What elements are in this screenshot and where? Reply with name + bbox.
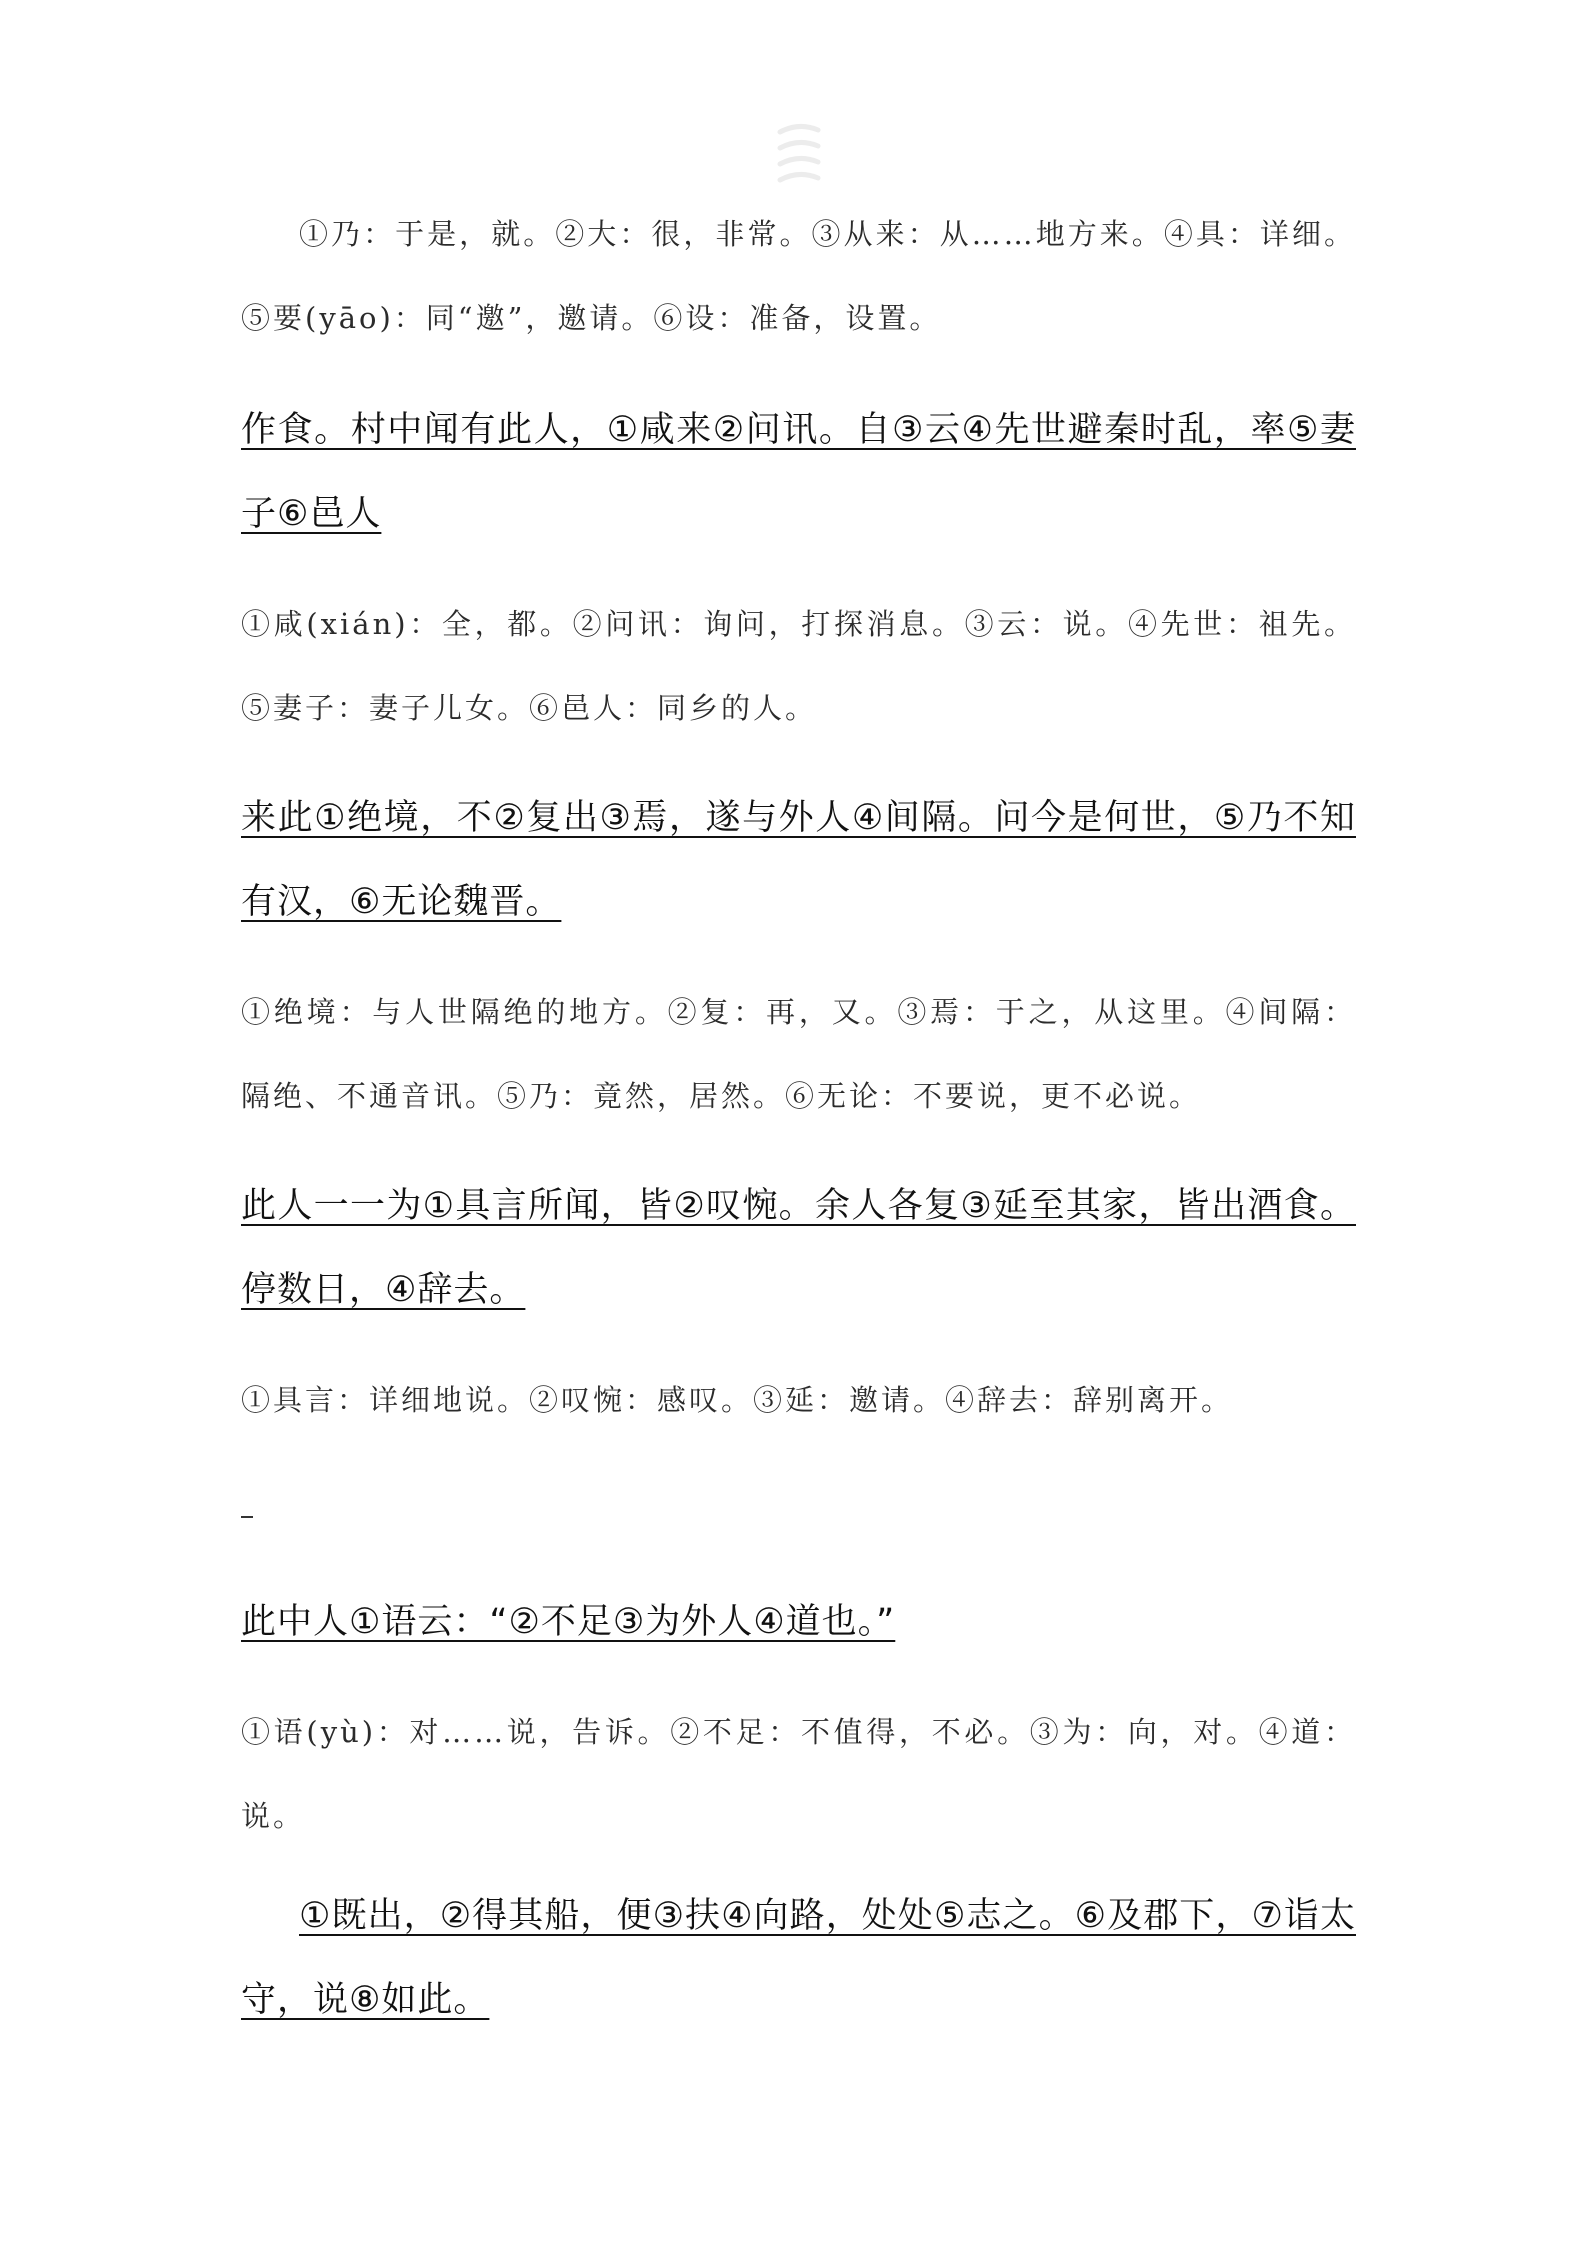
- source-text-line: ①既出，②得其船，便③扶④向路，处处⑤志之。⑥及郡下，⑦诣太守，说⑧如此。: [241, 1896, 1356, 2020]
- source-text-line: 此人一一为①具言所闻，皆②叹惋。余人各复③延至其家，皆出酒食。停数日，④辞去。: [241, 1186, 1356, 1310]
- source-text-paragraph-1: [241, 388, 1356, 556]
- source-text-line: 来此①绝境，不②复出③焉，遂与外人④间隔。问今是何世，⑤乃不知有汉，⑥无论魏晋。: [241, 798, 1356, 922]
- annotation-paragraph-5: ①语(yù)：对……说，告诉。②不足：不值得，不必。③为：向，对。④道：说。: [241, 1715, 1356, 1833]
- stray-dash-mark: [241, 1516, 253, 1518]
- source-text-paragraph-5: [241, 1874, 1356, 2042]
- annotation-paragraph-1: ①乃：于是，就。②大：很，非常。③从来：从……地方来。④具：详细。⑤要(yāo)：同“邀”，邀请。⑥设：准备，设置。: [241, 217, 1356, 335]
- source-text-line: 作食。村中闻有此人，①咸来②问讯。自③云④先世避秦时乱，率⑤妻子⑥邑人: [241, 410, 1356, 534]
- annotation-paragraph-2: ①咸(xián)：全，都。②问讯：询问，打探消息。③云：说。④先世：祖先。⑤妻子：妻子儿女。⑥邑人：同乡的人。: [241, 607, 1356, 725]
- source-text-line: 此中人①语云：“②不足③为外人④道也。”: [241, 1602, 896, 1642]
- source-text-paragraph-3: [241, 1164, 1356, 1332]
- watermark-logo: [772, 118, 826, 190]
- source-text-paragraph-4: [241, 1580, 1356, 1664]
- annotation-paragraph-3: ①绝境：与人世隔绝的地方。②复：再，又。③焉：于之，从这里。④间隔：隔绝、不通音讯。⑤乃：竟然，居然。⑥无论：不要说，更不必说。: [241, 995, 1356, 1113]
- annotation-paragraph-4: ①具言：详细地说。②叹惋：感叹。③延：邀请。④辞去：辞别离开。: [241, 1383, 1234, 1417]
- source-text-paragraph-2: [241, 776, 1356, 944]
